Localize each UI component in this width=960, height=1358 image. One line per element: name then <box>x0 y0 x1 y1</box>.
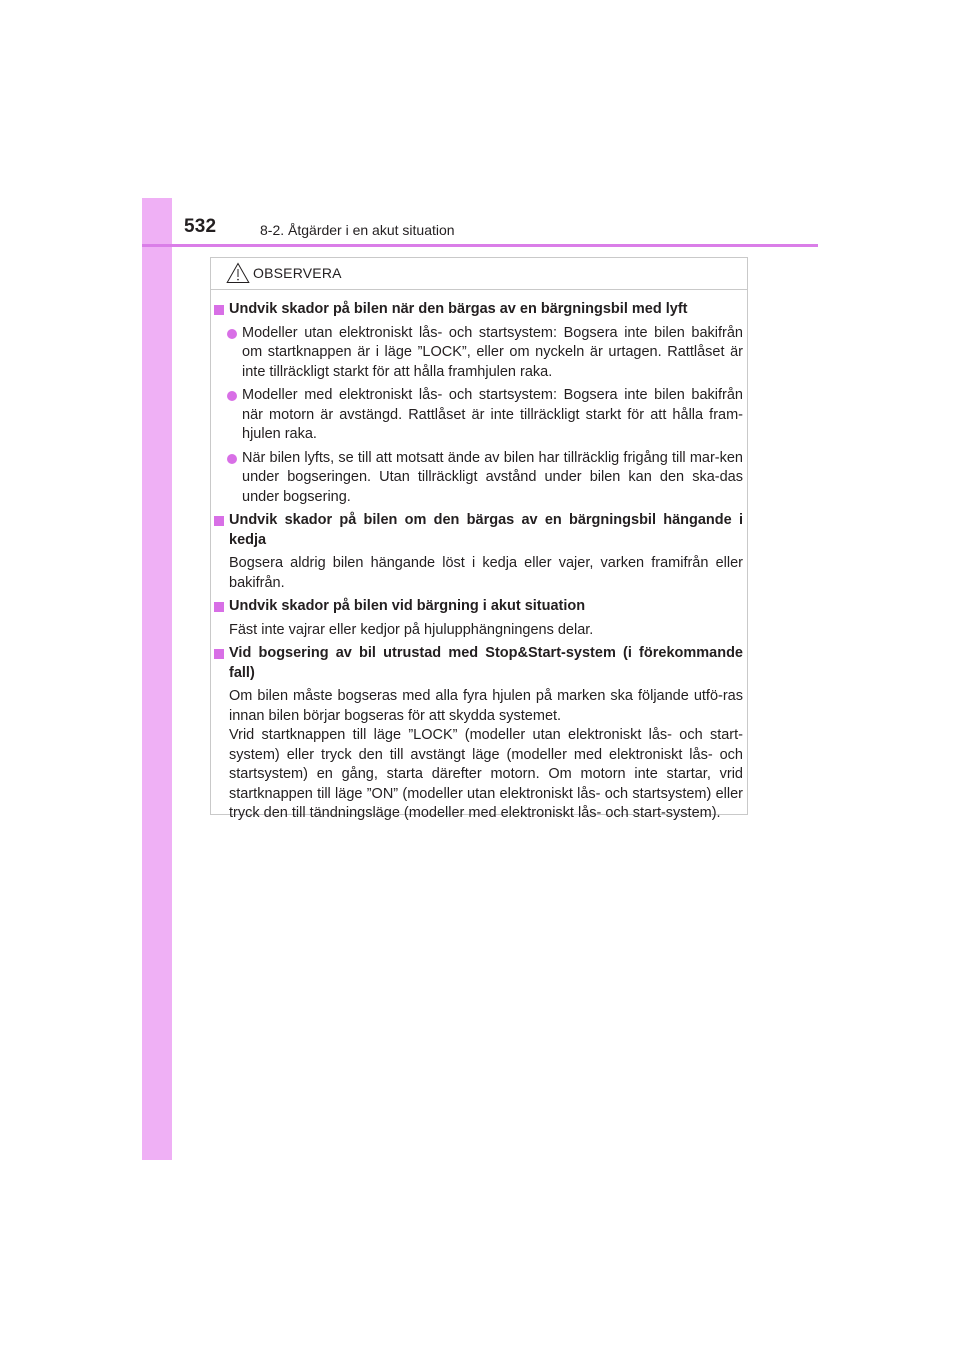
notice-section <box>213 511 743 593</box>
paragraph-line: Vrid startknappen till läge ”LOCK” (modeller utan elektroniskt lås- och start-system) eller tryck den till avstängt läge (modeller med elektroniskt lås- och startsystem) en gång, starta därefter motorn. Om motorn inte startar, vrid startknappen till läge ”ON” (modeller utan elektroniskt lås- och startsystem) eller tryck den till tändningsläge (modeller med elektroniskt lås- och start-system). <box>229 727 743 821</box>
notice-divider <box>211 289 747 290</box>
body-paragraph: Fäst inte vajrar eller kedjor på hjulupphängningens delar. <box>229 621 594 638</box>
notice-section <box>213 644 743 824</box>
square-bullet-icon <box>214 649 224 659</box>
section-heading: Undvik skador på bilen när den bärgas av en bärgningsbil med lyft <box>213 300 743 320</box>
bullet-item: När bilen lyfts, se till att motsatt ände av bilen har tillräcklig frigång till mar-ken under bogseringen. Utan tillräckligt avstånd under bilen kan den ska-das under bogsering. <box>213 449 743 508</box>
round-bullet-icon <box>227 329 237 339</box>
paragraph-line: Om bilen måste bogseras med alla fyra hjulen på marken ska följande utfö-ras innan bilen börjar bogseras för att skydda systemet. <box>229 688 743 724</box>
notice-title: OBSERVERA <box>253 265 342 281</box>
header-rule <box>142 244 818 247</box>
round-bullet-icon <box>227 391 237 401</box>
section-heading: Undvik skador på bilen om den bärgas av en bärgningsbil hängande i kedja <box>213 511 743 550</box>
warning-triangle-icon <box>226 262 250 284</box>
page-number: 532 <box>184 216 217 237</box>
square-bullet-icon <box>214 305 224 315</box>
round-bullet-icon <box>227 454 237 464</box>
bullet-item: Modeller med elektroniskt lås- och startsystem: Bogsera inte bilen bakifrån när motorn är avstängd. Rattlåset är inte tillräckligt starkt för att hålla fram-hjulen raka. <box>213 386 743 445</box>
section-heading: Undvik skador på bilen vid bärgning i akut situation <box>213 597 743 617</box>
notice-header <box>226 260 342 286</box>
bullet-item: Modeller utan elektroniskt lås- och startsystem: Bogsera inte bilen bakifrån om startknappen är i läge ”LOCK”, eller om nyckeln är urtagen. Rattlåset är inte tillräckligt starkt för att hålla framhjulen raka. <box>213 324 743 383</box>
square-bullet-icon <box>214 516 224 526</box>
square-bullet-icon <box>214 602 224 612</box>
body-paragraph: Bogsera aldrig bilen hängande löst i kedja eller vajer, varken framifrån eller bakifrån. <box>229 555 743 591</box>
notice-section <box>213 300 743 507</box>
chapter-side-tab <box>142 198 172 1160</box>
notice-section <box>213 597 743 640</box>
section-heading: Vid bogsering av bil utrustad med Stop&Start-system (i förekommande fall) <box>213 644 743 683</box>
body-paragraph <box>213 687 743 824</box>
section-title: 8-2. Åtgärder i en akut situation <box>260 222 455 238</box>
notice-content <box>213 296 743 824</box>
